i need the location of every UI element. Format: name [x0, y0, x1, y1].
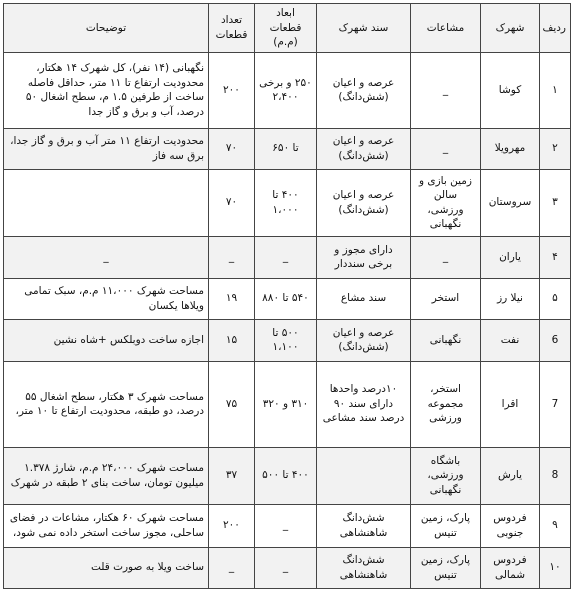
deed-cell: عرصه و اعیان (شش‌دانگ)	[317, 52, 411, 128]
header-row	[4, 4, 571, 53]
town-name: فردوس جنوبی	[481, 504, 540, 547]
deed-cell	[317, 447, 411, 504]
lot-count-cell: _	[209, 547, 255, 588]
town-name: یاران	[481, 236, 540, 278]
deed-cell: شش‌دانگ شاهنشاهی	[317, 504, 411, 547]
lot-size-cell: ۴۰۰ تا ۵۰۰	[255, 447, 317, 504]
lot-size-cell: ۵۴۰ تا ۸۸۰	[255, 278, 317, 319]
deed-cell: شش‌دانگ شاهنشاهی	[317, 547, 411, 588]
amenities-cell: _	[411, 236, 481, 278]
amenities-cell: استخر، مجموعه ورزشی	[411, 361, 481, 447]
deed-cell: دارای مجوز و برخی سنددار	[317, 236, 411, 278]
lot-size-cell: تا ۶۵۰	[255, 128, 317, 169]
lot-count-cell: ۷۵	[209, 361, 255, 447]
lot-size-cell: ۳۱۰ و ۳۲۰	[255, 361, 317, 447]
header-row-no: ردیف	[540, 4, 571, 53]
row-number: ۴	[540, 236, 571, 278]
header-notes: توضیحات	[4, 4, 209, 53]
town-name: فردوس شمالی	[481, 547, 540, 588]
header-lot-size: ابعاد قطعات (م.م)	[255, 4, 317, 53]
row-number: ۳	[540, 169, 571, 236]
town-name: مهرویلا	[481, 128, 540, 169]
table-row	[4, 361, 571, 447]
deed-cell: ۱۰درصد واحدها دارای سند ۹۰ درصد سند مشاعی	[317, 361, 411, 447]
amenities-cell: _	[411, 128, 481, 169]
row-number: 6	[540, 319, 571, 361]
notes-cell: ساخت ویلا به صورت قلت	[4, 547, 209, 588]
lot-count-cell: ۲۰۰	[209, 52, 255, 128]
lot-count-cell: ۲۰۰	[209, 504, 255, 547]
town-name: نیلا رز	[481, 278, 540, 319]
deed-cell: عرصه و اعیان (شش‌دانگ)	[317, 169, 411, 236]
table-row	[4, 547, 571, 588]
deed-cell: عرصه و اعیان (شش‌دانگ)	[317, 319, 411, 361]
notes-cell: مساحت شهرک ۶۰ هکتار، مشاعات در فضای ساحلی، مجوز ساخت استخر داده نمی شود،	[4, 504, 209, 547]
deed-cell: عرصه و اعیان (شش‌دانگ)	[317, 128, 411, 169]
row-number: 7	[540, 361, 571, 447]
header-town: شهرک	[481, 4, 540, 53]
row-number: ۲	[540, 128, 571, 169]
table-row	[4, 504, 571, 547]
notes-cell: محدودیت ارتفاع ۱۱ متر آب و برق و گاز جدا، برق سه فاز	[4, 128, 209, 169]
table-row	[4, 278, 571, 319]
notes-cell	[4, 169, 209, 236]
row-number: ۱	[540, 52, 571, 128]
amenities-cell: پارک، زمین تنیس	[411, 547, 481, 588]
table-row	[4, 169, 571, 236]
notes-cell: مساحت شهرک ۳ هکتار، سطح اشغال ۵۵ درصد، دو طبقه، محدودیت ارتفاع تا ۱۰ متر،	[4, 361, 209, 447]
notes-cell: اجازه ساخت دوبلکس +شاه نشین	[4, 319, 209, 361]
notes-cell: _	[4, 236, 209, 278]
lot-count-cell: _	[209, 236, 255, 278]
header-deed: سند شهرک	[317, 4, 411, 53]
notes-cell: نگهبانی (۱۴ نفر)، کل شهرک ۱۴ هکتار، محدودیت ارتفاع تا ۱۱ متر، حداقل فاصله ساخت از طرفین ۱.۵ م، سطح اشغال ۵۰ درصد، آب و برق و گاز جدا	[4, 52, 209, 128]
lot-count-cell: ۳۷	[209, 447, 255, 504]
deed-cell: سند مشاع	[317, 278, 411, 319]
lot-count-cell: ۱۹	[209, 278, 255, 319]
town-name: کوشا	[481, 52, 540, 128]
lot-size-cell: ۴۰۰ تا ۱،۰۰۰	[255, 169, 317, 236]
lot-size-cell: ۵۰۰ تا ۱،۱۰۰	[255, 319, 317, 361]
row-number: ۵	[540, 278, 571, 319]
amenities-cell: استخر	[411, 278, 481, 319]
table-row	[4, 236, 571, 278]
table-row	[4, 319, 571, 361]
table-row	[4, 128, 571, 169]
settlements-table	[3, 3, 571, 589]
table-row	[4, 447, 571, 504]
amenities-cell: پارک، زمین تنیس	[411, 504, 481, 547]
header-lot-count: تعداد قطعات	[209, 4, 255, 53]
amenities-cell: زمین بازی و سالن ورزشی، نگهبانی	[411, 169, 481, 236]
amenities-cell: _	[411, 52, 481, 128]
notes-cell: مساحت شهرک ۲۴،۰۰۰ م.م، شارژ ۱.۳۷۸ میلیون تومان، ساخت بنای ۲ طبقه در شهرک	[4, 447, 209, 504]
lot-size-cell: _	[255, 236, 317, 278]
header-amenities: مشاعات	[411, 4, 481, 53]
amenities-cell: نگهبانی	[411, 319, 481, 361]
lot-size-cell: _	[255, 504, 317, 547]
amenities-cell: باشگاه ورزشی، نگهبانی	[411, 447, 481, 504]
row-number: ۹	[540, 504, 571, 547]
row-number: 8	[540, 447, 571, 504]
town-name: یارش	[481, 447, 540, 504]
town-name: نفت	[481, 319, 540, 361]
notes-cell: مساحت شهرک ۱۱،۰۰۰ م.م، سبک تمامی ویلاها یکسان	[4, 278, 209, 319]
lot-size-cell: _	[255, 547, 317, 588]
table-row	[4, 52, 571, 128]
town-name: سروستان	[481, 169, 540, 236]
lot-count-cell: ۷۰	[209, 128, 255, 169]
lot-count-cell: ۱۵	[209, 319, 255, 361]
row-number: ۱۰	[540, 547, 571, 588]
town-name: اقرا	[481, 361, 540, 447]
lot-size-cell: ۲۵۰ و برخی ۲،۴۰۰	[255, 52, 317, 128]
lot-count-cell: ۷۰	[209, 169, 255, 236]
